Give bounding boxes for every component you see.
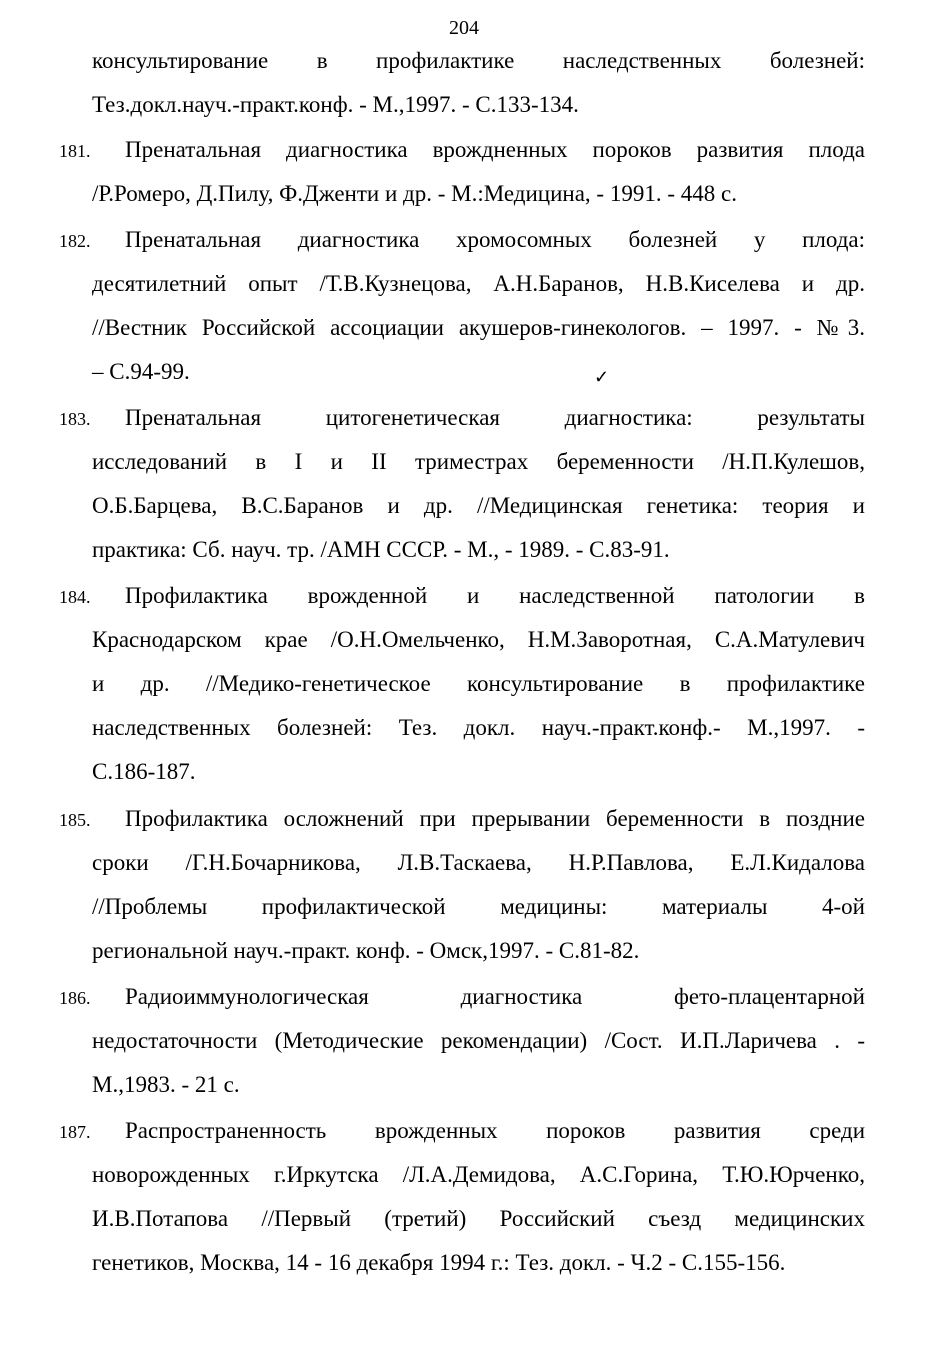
entry-line: И.В.Потапова //Первый (третий) Российский съезд медицинских [92,1206,865,1231]
entry-line: наследственных болезней: Тез. докл. науч.-практ.конф.- М.,1997. - [92,715,865,740]
entry-line: Пренатальная диагностика врождненных пороков развития плода [125,137,865,162]
entry-line: Профилактика врожденной и наследственной патологии в [125,583,865,608]
entry-line: Профилактика осложнений при прерывании беременности в поздние [125,806,865,831]
entry-number: 181. [59,141,91,161]
entry-line: региональной науч.-практ. конф. - Омск,1997. - С.81-82. [92,938,640,963]
entry-line: генетиков, Москва, 14 - 16 декабря 1994 г.: Тез. докл. - Ч.2 - С.155-156. [92,1250,786,1275]
entry-number: 184. [59,587,91,607]
entry-line: – С.94-99. [92,359,190,384]
entry-line: Пренатальная диагностика хромосомных болезней у плода: [125,227,865,252]
stray-mark: ✓ [594,367,610,387]
entry-line: М.,1983. - 21 с. [92,1072,240,1097]
entry-line: С.186-187. [92,759,196,784]
entry-line: Пренатальная цитогенетическая диагностика: результаты [125,405,865,430]
entry-line: Распространенность врожденных пороков развития среди [125,1118,865,1143]
entry-line: недостаточности (Методические рекомендации) /Сост. И.П.Ларичева . - [92,1028,865,1053]
entry-line: //Проблемы профилактической медицины: материалы 4-ой [92,894,865,919]
page-number: 204 [449,17,479,39]
entry-line: /Р.Ромеро, Д.Пилу, Ф.Дженти и др. - М.:Медицина, - 1991. - 448 с. [92,181,737,206]
entry-line: Радиоиммунологическая диагностика фето-плацентарной [125,984,865,1009]
entry-line: О.Б.Барцева, В.С.Баранов и др. //Медицинская генетика: теория и [92,493,865,518]
entry-line: практика: Сб. науч. тр. /АМН СССР. - М., - 1989. - С.83-91. [92,537,670,562]
entry-line: Краснодарском крае /О.Н.Омельченко, Н.М.Заворотная, С.А.Матулевич [92,627,865,652]
entry-line: десятилетний опыт /Т.В.Кузнецова, А.Н.Баранов, Н.В.Киселева и др. [92,271,865,296]
entry-line: новорожденных г.Иркутска /Л.А.Демидова, А.С.Горина, Т.Ю.Юрченко, [92,1162,865,1187]
entry-line: сроки /Г.Н.Бочарникова, Л.В.Таскаева, Н.Р.Павлова, Е.Л.Кидалова [92,850,865,875]
entry-line: исследований в I и II триместрах беременности /Н.П.Кулешов, [92,449,865,474]
entry-number: 187. [59,1122,91,1142]
entry-line: //Вестник Российской ассоциации акушеров-гинекологов. – 1997. - №3. [92,315,865,340]
continuation-line: консультирование в профилактике наследственных болезней: [92,48,865,73]
continuation-line: Тез.докл.науч.-практ.конф. - М.,1997. - С.133-134. [92,92,579,117]
entry-number: 182. [59,231,91,251]
entry-number: 183. [59,409,91,429]
entry-number: 186. [59,988,91,1008]
entry-number: 185. [59,810,91,830]
entry-line: и др. //Медико-генетическое консультирование в профилактике [92,671,865,696]
